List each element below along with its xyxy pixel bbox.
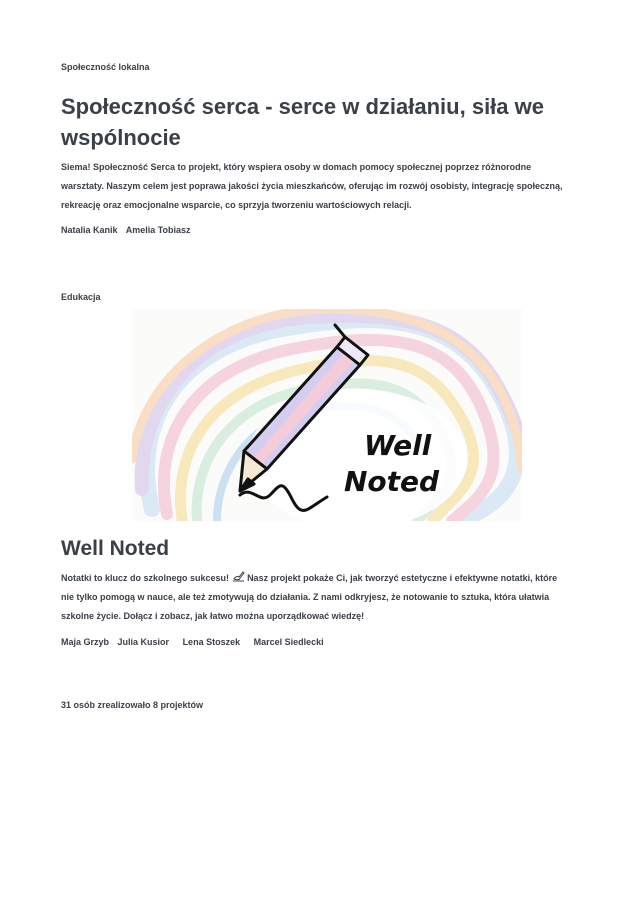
project-image[interactable] [132, 309, 522, 521]
well-noted-illustration [132, 309, 522, 521]
writing-hand-icon [232, 571, 245, 582]
logo-text: Noted [344, 465, 440, 498]
author-name[interactable]: Marcel Siedlecki [253, 637, 324, 647]
project-authors [61, 225, 197, 235]
category-label: Edukacja [61, 292, 101, 302]
summary-stats: 31 osób zrealizowało 8 projektów [61, 700, 204, 710]
project-description: Siema! Społeczność Serca to projekt, który wspiera osoby w domach pomocy społecznej poprzez różnorodne warsztaty. Naszym celem jest poprawa jakości życia mieszkańców, oferując im rozwój osobisty, integrację społeczną, rekreację oraz emocjonalne wsparcie, co sprzyja tworzeniu wartościowych relacji. [61, 162, 563, 210]
author-name[interactable]: Maja Grzyb [61, 637, 110, 647]
project-description [61, 569, 571, 626]
project-authors [61, 637, 330, 647]
description-intro: Notatki to klucz do szkolnego sukcesu! [61, 573, 230, 583]
project-title[interactable]: Społeczność serca - serce w działaniu, siła we wspólnocie [61, 94, 544, 150]
logo-text: Well [364, 429, 432, 462]
category-label: Społeczność lokalna [61, 62, 150, 72]
author-name[interactable]: Lena Stoszek [182, 637, 241, 647]
author-name[interactable]: Natalia Kanik [61, 225, 118, 235]
author-name[interactable]: Julia Kusior [117, 637, 170, 647]
author-name[interactable]: Amelia Tobiasz [125, 225, 191, 235]
project-title[interactable]: Well Noted [61, 537, 170, 560]
description-body: Nasz projekt pokaże Ci, jak tworzyć estetyczne i efektywne notatki, które nie tylko pomogą w nauce, ale też zmotywują do działania. Z nami odkryjesz, że notowanie to sztuka, która ułatwia szkolne życie. Dołącz i zobacz, jak łatwo można uporządkować wiedzę! [61, 573, 558, 621]
